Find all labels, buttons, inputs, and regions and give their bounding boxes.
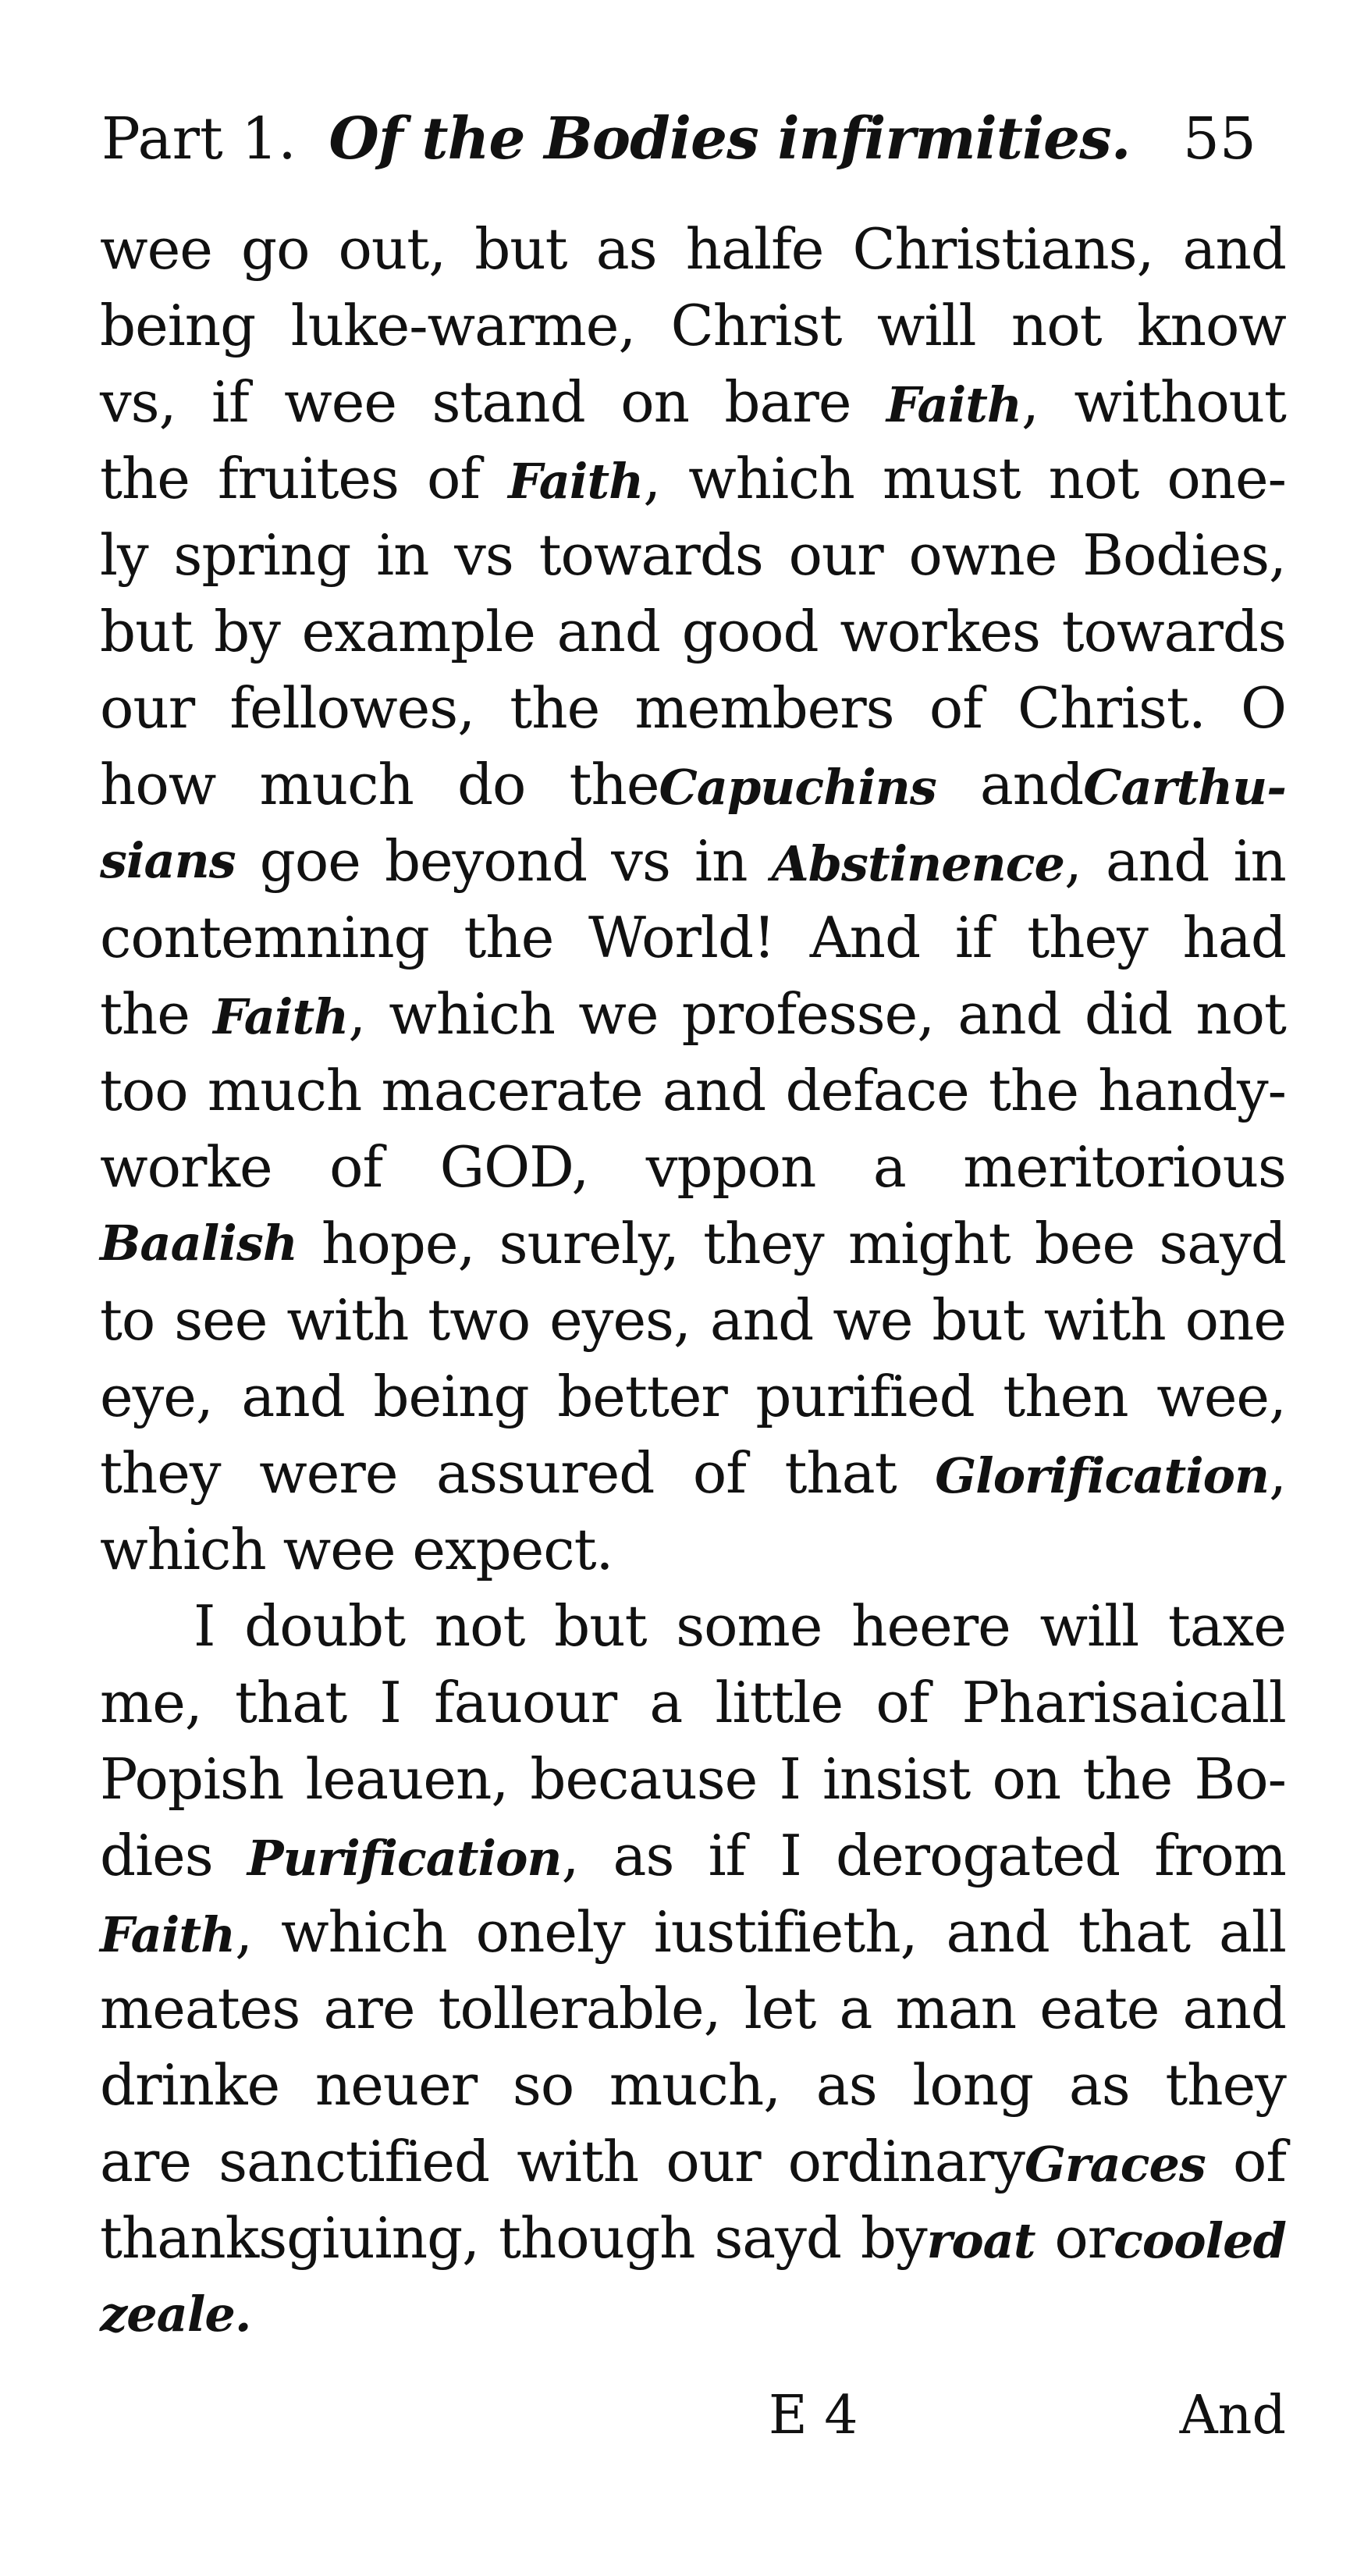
word: then	[1003, 1364, 1128, 1429]
word: not	[1048, 446, 1139, 511]
word: leauen,	[305, 1746, 509, 1812]
word: of	[692, 1440, 746, 1506]
word: were	[259, 1440, 398, 1506]
word: to	[100, 1287, 155, 1353]
word: Bo-	[1194, 1746, 1286, 1812]
word: as	[595, 216, 657, 282]
italic-word: Carthu-	[1083, 759, 1286, 816]
word: and	[1182, 1976, 1286, 2041]
word: will	[876, 293, 976, 358]
word: the	[464, 905, 554, 970]
italic-word: Capuchins	[659, 759, 936, 816]
word: deface	[785, 1058, 969, 1123]
word: we	[578, 981, 659, 1047]
text-line	[100, 1511, 1286, 1588]
word: beyond	[384, 828, 588, 894]
word: Christ	[670, 293, 842, 358]
text-line	[100, 2123, 1286, 2200]
word: heere	[851, 1593, 1011, 1659]
text-line	[100, 746, 1286, 823]
word: one-	[1167, 446, 1286, 511]
word: vs	[454, 522, 513, 588]
text-line	[100, 440, 1286, 517]
word: fruites	[218, 446, 399, 511]
word: worke	[100, 1134, 272, 1200]
word: sayd	[714, 2205, 841, 2271]
word: how	[100, 752, 216, 817]
text-line	[100, 1435, 1286, 1511]
word: not	[1011, 293, 1102, 358]
word: ,	[1021, 369, 1039, 435]
word: Popish	[100, 1746, 284, 1812]
word: will	[1039, 1593, 1139, 1659]
word	[980, 746, 1286, 823]
word: and	[1105, 828, 1209, 894]
word: ,	[235, 1899, 252, 1965]
italic-word: zeale.	[100, 2286, 251, 2343]
word: not	[434, 1593, 525, 1659]
word: good	[681, 599, 819, 664]
text-line	[100, 517, 1286, 593]
word: on	[992, 1746, 1061, 1812]
word: our	[666, 2129, 761, 2194]
text-line	[100, 2047, 1286, 2123]
word: iustifieth,	[653, 1899, 918, 1965]
text-line	[100, 1129, 1286, 1205]
text-line	[100, 899, 1286, 976]
word: towards	[538, 522, 763, 588]
word: some	[676, 1593, 822, 1659]
word: I	[379, 1670, 401, 1735]
word: and	[979, 752, 1084, 817]
word: sanctified	[218, 2129, 490, 2194]
word: World!	[588, 905, 775, 970]
word	[570, 746, 936, 823]
word	[1054, 2200, 1286, 2276]
body-text	[100, 211, 1286, 2353]
word	[100, 1894, 252, 1970]
word: GOD,	[439, 1134, 589, 1200]
word: vppon	[645, 1134, 816, 1200]
word: that	[784, 1440, 897, 1506]
word: much	[259, 752, 414, 817]
word: with	[1043, 1287, 1166, 1353]
word: members	[634, 675, 894, 741]
word: a	[872, 1134, 906, 1200]
word	[247, 1817, 579, 1894]
word: one	[1185, 1287, 1286, 1353]
word: being	[100, 293, 256, 358]
word: surely,	[499, 1211, 679, 1276]
word: of	[929, 675, 982, 741]
word: taxe	[1167, 1593, 1286, 1659]
text-line	[100, 1052, 1286, 1129]
word: drinke	[100, 2052, 280, 2118]
part-label: Part 1.	[101, 105, 297, 173]
word: as	[815, 2052, 877, 2118]
word: macerate	[381, 1058, 643, 1123]
italic-word: Faith	[100, 1906, 236, 1963]
word: Bodies,	[1082, 522, 1286, 588]
word: out,	[338, 216, 446, 282]
word: which	[688, 446, 854, 511]
word	[861, 2200, 1035, 2276]
word: contemning	[100, 905, 429, 970]
word: ,	[561, 1823, 579, 1888]
word: so	[512, 2052, 574, 2118]
word: and	[957, 981, 1061, 1047]
word: did	[1084, 981, 1173, 1047]
word: neuer	[314, 2052, 478, 2118]
word: meritorious	[963, 1134, 1286, 1200]
word: of	[427, 446, 481, 511]
catchword: And	[1179, 2385, 1286, 2446]
word: professe,	[681, 981, 935, 1047]
word: doubt	[244, 1593, 406, 1659]
word: must	[882, 446, 1021, 511]
word: workes	[840, 599, 1040, 664]
word: sayd	[1159, 1211, 1286, 1276]
word	[213, 976, 365, 1052]
signature-mark: E 4	[769, 2385, 858, 2446]
word: but	[100, 599, 193, 664]
word: if	[954, 905, 993, 970]
word: if	[211, 369, 249, 435]
word: in	[694, 828, 748, 894]
word: wee	[284, 369, 396, 435]
word: and	[709, 1287, 814, 1353]
text-line	[100, 1282, 1286, 1358]
word: much	[207, 1058, 362, 1123]
word: And	[809, 905, 921, 970]
word: ,	[1064, 828, 1082, 894]
word: all	[1219, 1899, 1286, 1965]
word: with	[286, 1287, 409, 1353]
word	[772, 823, 1082, 899]
word: handy-	[1098, 1058, 1286, 1123]
word: if	[708, 1823, 746, 1888]
word: in	[376, 522, 429, 588]
word: long	[912, 2052, 1034, 2118]
word	[886, 364, 1039, 440]
word: being	[373, 1364, 529, 1429]
word: our	[100, 675, 195, 741]
word: thanksgiuing,	[100, 2205, 480, 2271]
word: fellowes,	[229, 675, 475, 741]
word: a	[649, 1670, 683, 1735]
word: bare	[724, 369, 851, 435]
word: they	[1027, 905, 1148, 970]
word: they	[703, 1211, 824, 1276]
italic-word: Graces	[1024, 2136, 1206, 2193]
word: are	[100, 2129, 191, 2194]
word: ordinary	[787, 2129, 1025, 2194]
text-line	[100, 593, 1286, 670]
word: of	[1233, 2129, 1286, 2194]
word: might	[847, 1211, 1011, 1276]
italic-word: roat	[926, 2212, 1035, 2269]
word: better	[557, 1364, 727, 1429]
text-line	[100, 670, 1286, 746]
word: wee,	[1156, 1364, 1286, 1429]
text-line	[100, 211, 1286, 287]
word: I	[194, 1593, 215, 1659]
word: owne	[908, 522, 1057, 588]
text-line	[100, 1817, 1286, 1894]
word: spring	[173, 522, 351, 588]
word: from	[1154, 1823, 1286, 1888]
word: that	[1078, 1899, 1191, 1965]
word: of	[329, 1134, 383, 1200]
word: stand	[432, 369, 585, 435]
word: and	[946, 1899, 1050, 1965]
text-line	[100, 2200, 1286, 2276]
word: by	[214, 599, 280, 664]
word: go	[240, 216, 310, 282]
word: of	[876, 1670, 929, 1735]
page-footer	[0, 2369, 1364, 2463]
word	[508, 440, 660, 517]
word: and	[241, 1364, 345, 1429]
word: man	[895, 1976, 1017, 2041]
text-line	[100, 1741, 1286, 1817]
text-line	[100, 364, 1286, 440]
page-number: 55	[1182, 105, 1256, 173]
word: the	[989, 1058, 1078, 1123]
italic-word: Abstinence	[771, 835, 1064, 892]
italic-word: Faith	[886, 376, 1021, 433]
word: purified	[755, 1364, 975, 1429]
text-line	[100, 287, 1286, 364]
word: goe	[259, 828, 361, 894]
word: vs,	[100, 369, 176, 435]
italic-word: Baalish	[100, 1215, 297, 1272]
word: because	[530, 1746, 758, 1812]
word: with	[517, 2129, 639, 2194]
word: assured	[436, 1440, 655, 1506]
word: ly	[100, 522, 148, 588]
word: I	[780, 1823, 801, 1888]
text-line	[100, 1894, 1286, 1970]
word: halfe	[685, 216, 824, 282]
word: which	[389, 981, 555, 1047]
word: without	[1074, 369, 1286, 435]
text-line	[100, 1358, 1286, 1435]
word: a	[839, 1976, 872, 2041]
word: not	[1195, 981, 1286, 1047]
word: fauour	[434, 1670, 617, 1735]
word: little	[715, 1670, 844, 1735]
word: much,	[609, 2052, 781, 2118]
word: our	[788, 522, 883, 588]
word	[935, 1435, 1286, 1511]
word: meates	[100, 1976, 300, 2041]
text-line	[100, 1205, 1286, 1282]
text-line	[100, 1664, 1286, 1741]
word: they	[100, 1440, 221, 1506]
word: and	[1182, 216, 1286, 282]
word: tollerable,	[438, 1976, 721, 2041]
word: though	[498, 2205, 695, 2271]
word: had	[1182, 905, 1286, 970]
italic-word: sians	[100, 832, 236, 889]
word: the	[100, 446, 190, 511]
word	[788, 2123, 1206, 2200]
word: hope,	[321, 1211, 475, 1276]
word: too	[100, 1058, 188, 1123]
word: we	[833, 1287, 913, 1353]
word: and	[556, 599, 660, 664]
word: ,	[348, 981, 366, 1047]
word: they	[1165, 2052, 1286, 2118]
word: or	[1054, 2205, 1114, 2271]
word: in	[1233, 828, 1286, 894]
word: but	[554, 1593, 647, 1659]
text-line	[100, 2276, 1286, 2353]
text-line	[100, 1588, 1286, 1664]
word: are	[323, 1976, 415, 2041]
text-run: which wee expect.	[100, 1517, 613, 1582]
word: as	[613, 1823, 674, 1888]
running-head	[101, 92, 1288, 186]
word: the	[100, 981, 190, 1047]
word: I	[779, 1746, 801, 1812]
word: as	[1068, 2052, 1130, 2118]
word: and	[662, 1058, 766, 1123]
word: know	[1136, 293, 1286, 358]
word: derogated	[835, 1823, 1121, 1888]
word: let	[744, 1976, 816, 2041]
word: eye,	[100, 1364, 213, 1429]
word: do	[456, 752, 526, 817]
word: but	[474, 216, 567, 282]
word: vs	[611, 828, 670, 894]
word: wee	[100, 216, 212, 282]
word: see	[174, 1287, 268, 1353]
word: eate	[1039, 1976, 1160, 2041]
word: which	[280, 1899, 447, 1965]
word: ,	[1269, 1440, 1286, 1506]
word: the	[569, 752, 659, 817]
word: example	[301, 599, 535, 664]
running-title: Of the Bodies infirmities.	[329, 105, 1131, 173]
word: onely	[475, 1899, 625, 1965]
word: the	[1082, 1746, 1173, 1812]
word: me,	[100, 1670, 202, 1735]
italic-word: Faith	[508, 453, 644, 510]
italic-word: cooled	[1114, 2212, 1286, 2269]
text-line	[100, 823, 1286, 899]
text-line	[100, 1970, 1286, 2047]
word: dies	[100, 1823, 213, 1888]
word: Pharisaicall	[961, 1670, 1286, 1735]
text-line	[100, 976, 1286, 1052]
word: towards	[1061, 599, 1286, 664]
word: that	[235, 1670, 347, 1735]
word: O	[1240, 675, 1286, 741]
italic-word: Purification	[247, 1830, 562, 1887]
italic-word: Faith	[213, 988, 349, 1045]
word: two	[428, 1287, 531, 1353]
word: on	[620, 369, 689, 435]
word: insist	[822, 1746, 971, 1812]
word: bee	[1034, 1211, 1135, 1276]
word: ,	[643, 446, 661, 511]
word: by	[860, 2205, 927, 2271]
italic-word: Glorification	[935, 1447, 1270, 1504]
word: the	[510, 675, 600, 741]
word: eyes,	[549, 1287, 691, 1353]
word: luke-warme,	[290, 293, 636, 358]
word: but	[932, 1287, 1025, 1353]
word: Christ.	[1018, 675, 1206, 741]
word: Christians,	[852, 216, 1154, 282]
